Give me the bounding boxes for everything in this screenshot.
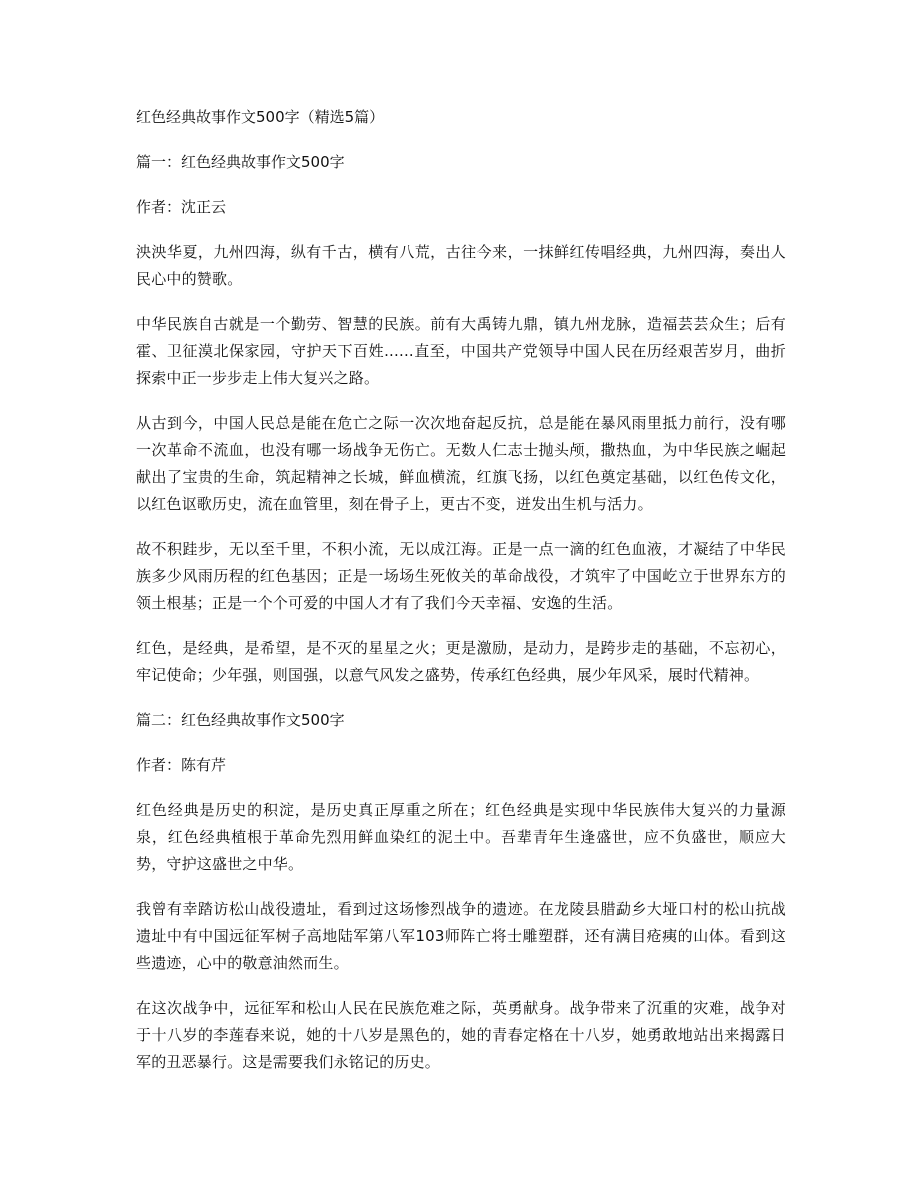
section-1-heading: 篇一：红色经典故事作文500字 [136,153,345,171]
document-page [136,104,786,1094]
section-1-paragraph: 泱泱华夏，九州四海，纵有千古，横有八荒，古往今来，一抹鲜红传唱经典，九州四海，奏出人民心中的赞歌。 [136,243,786,288]
section-1-author: 作者：沈正云 [136,198,227,216]
section-2-author: 作者：陈有芹 [136,756,227,774]
section-2-heading: 篇二：红色经典故事作文500字 [136,711,345,729]
section-1-paragraph: 故不积跬步，无以至千里，不积小流，无以成江海。正是一点一滴的红色血液，才凝结了中华民族多少风雨历程的红色基因；正是一场场生死攸关的革命战役，才筑牢了中国屹立于世界东方的领土根基；正是一个个可爱的中国人才有了我们今天幸福、安逸的生活。 [136,540,786,612]
document-title: 红色经典故事作文500字（精选5篇） [136,108,385,126]
section-1-paragraph: 中华民族自古就是一个勤劳、智慧的民族。前有大禹铸九鼎，镇九州龙脉，造福芸芸众生；后有霍、卫征漠北保家园，守护天下百姓......直至，中国共产党领导中国人民在历经艰苦岁月，曲折探索中正一步步走上伟大复兴之路。 [136,315,786,387]
section-1-paragraph: 从古到今，中国人民总是能在危亡之际一次次地奋起反抗，总是能在暴风雨里抵力前行，没有哪一次革命不流血，也没有哪一场战争无伤亡。无数人仁志士抛头颅，撒热血，为中华民族之崛起献出了宝贵的生命，筑起精神之长城，鲜血横流，红旗飞扬，以红色奠定基础，以红色传文化，以红色讴歌历史，流在血管里，刻在骨子上，更古不变，迸发出生机与活力。 [136,414,786,513]
section-2-paragraph: 在这次战争中，远征军和松山人民在民族危难之际，英勇献身。战争带来了沉重的灾难，战争对于十八岁的李莲春来说，她的十八岁是黑色的，她的青春定格在十八岁，她勇敢地站出来揭露日军的丑恶暴行。这是需要我们永铭记的历史。 [136,999,786,1071]
section-1-paragraph: 红色，是经典，是希望，是不灭的星星之火；更是激励，是动力，是跨步走的基础，不忘初心，牢记使命；少年强，则国强，以意气风发之盛势，传承红色经典，展少年风采，展时代精神。 [136,639,786,684]
section-2-paragraph: 红色经典是历史的积淀，是历史真正厚重之所在；红色经典是实现中华民族伟大复兴的力量源泉，红色经典植根于革命先烈用鲜血染红的泥土中。吾辈青年生逢盛世，应不负盛世，顺应大势，守护这盛世之中华。 [136,801,786,873]
section-2-paragraph: 我曾有幸踏访松山战役遗址，看到过这场惨烈战争的遗迹。在龙陵县腊勐乡大垭口村的松山抗战遗址中有中国远征军树子高地陆军第八军103师阵亡将士雕塑群，还有满目疮痍的山体。看到这些遗迹，心中的敬意油然而生。 [136,900,786,972]
